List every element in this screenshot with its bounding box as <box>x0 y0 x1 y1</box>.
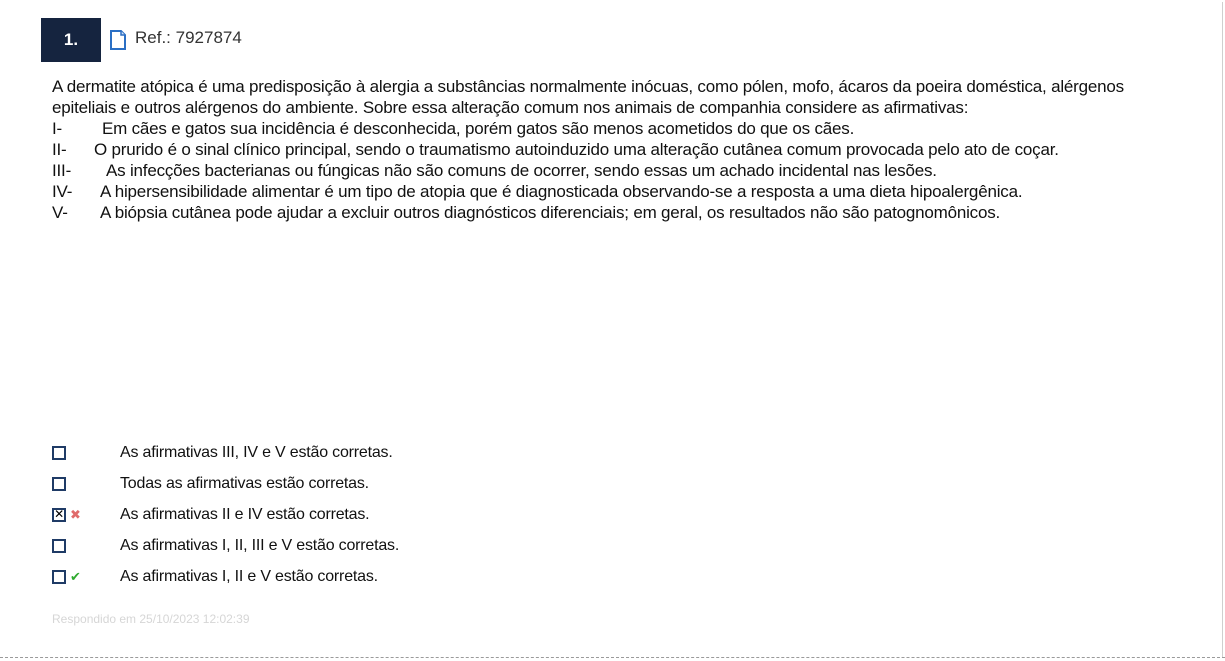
option-label: As afirmativas III, IV e V estão corretas. <box>120 443 393 461</box>
statement-text: Em cães e gatos sua incidência é desconhecida, porém gatos são menos acometidos do que os cães. <box>102 119 855 138</box>
question-ref: Ref.: 7927874 <box>135 28 242 47</box>
option-c[interactable] <box>52 499 752 530</box>
statement-4 <box>52 181 1182 202</box>
option-checkbox[interactable] <box>52 446 66 460</box>
statement-5 <box>52 202 1182 223</box>
wrong-mark-icon: ✖ <box>70 506 81 522</box>
statement-text: O prurido é o sinal clínico principal, sendo o traumatismo autoinduzido uma alteração cutânea comum provocada pelo ato de coçar. <box>94 140 1059 159</box>
option-label: Todas as afirmativas estão corretas. <box>120 474 369 492</box>
bottom-divider <box>0 657 1225 661</box>
document-icon[interactable] <box>109 30 127 50</box>
question-body <box>52 76 1182 223</box>
answer-options <box>52 437 752 592</box>
question-intro: A dermatite atópica é uma predisposição à alergia a substâncias normalmente inócuas, como pólen, mofo, ácaros da poeira doméstica, alérgenos epiteliais e outros alérgenos do ambiente. Sobre essa alteração comum nos animais de companhia considere as afirmativas: <box>52 77 1124 117</box>
statement-roman: I- <box>52 119 62 138</box>
statement-3 <box>52 160 1182 181</box>
option-label: As afirmativas I, II, III e V estão corretas. <box>120 536 400 554</box>
option-d[interactable] <box>52 530 752 561</box>
statement-text: As infecções bacterianas ou fúngicas não são comuns de ocorrer, sendo essas um achado incidental nas lesões. <box>106 161 937 180</box>
option-checkbox[interactable] <box>52 477 66 491</box>
statement-roman: IV- <box>52 182 73 201</box>
statement-text: A hipersensibilidade alimentar é um tipo de atopia que é diagnosticada observando-se a resposta a uma dieta hipoalergênica. <box>100 182 1023 201</box>
question-number: 1. <box>41 18 101 62</box>
option-a[interactable] <box>52 437 752 468</box>
statement-text: A biópsia cutânea pode ajudar a excluir outros diagnósticos diferenciais; em geral, os resultados não são patognomônicos. <box>100 203 1001 222</box>
question-header <box>41 18 242 62</box>
answered-timestamp: Respondido em 25/10/2023 12:02:39 <box>52 612 250 626</box>
option-label: As afirmativas II e IV estão corretas. <box>120 505 370 523</box>
statement-roman: II- <box>52 140 67 159</box>
correct-mark-icon: ✔ <box>70 568 81 584</box>
statement-2 <box>52 139 1182 160</box>
option-e[interactable] <box>52 561 752 592</box>
option-checkbox-checked[interactable] <box>52 508 66 522</box>
option-checkbox[interactable] <box>52 539 66 553</box>
statement-roman: V- <box>52 203 68 222</box>
option-label: As afirmativas I, II e V estão corretas. <box>120 567 378 585</box>
statement-1 <box>52 118 1182 139</box>
option-checkbox[interactable] <box>52 570 66 584</box>
option-b[interactable] <box>52 468 752 499</box>
statement-roman: III- <box>52 161 72 180</box>
